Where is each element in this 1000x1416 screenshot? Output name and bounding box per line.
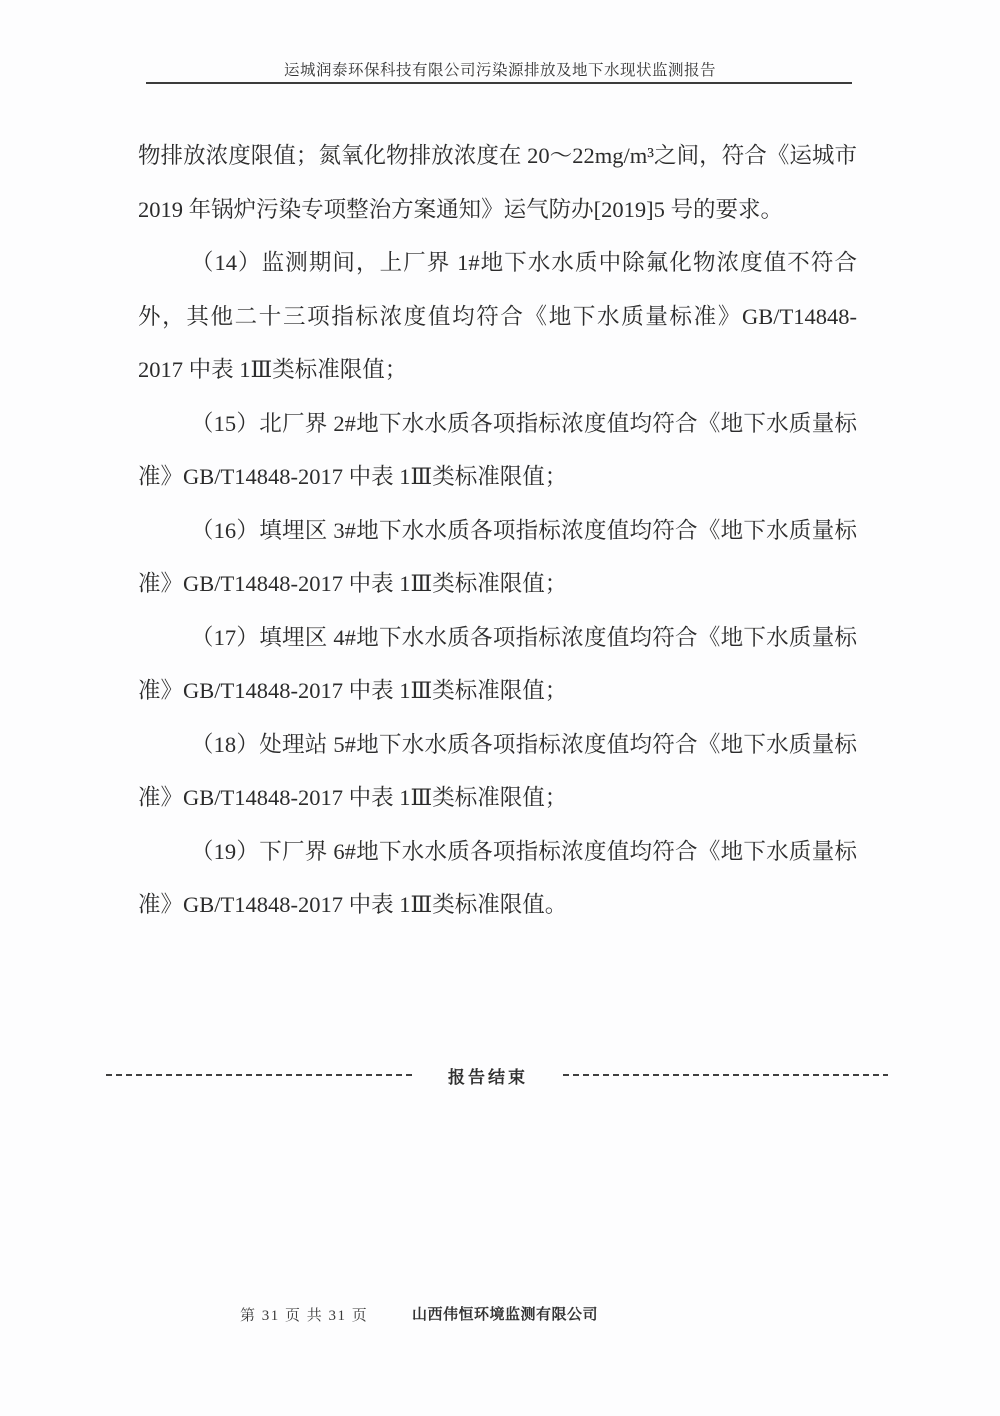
page-number: 第 31 页 共 31 页	[240, 1308, 369, 1324]
paragraph-continuation: 物排放浓度限值；氮氧化物排放浓度在 20～22mg/m³之间，符合《运城市 2019 年锅炉污染专项整治方案通知》运气防办[2019]5 号的要求。	[138, 143, 857, 222]
report-end-marker	[0, 1058, 1000, 1092]
paragraph-item-18: （18）处理站 5#地下水水质各项指标浓度值均符合《地下水质量标准》GB/T14848-2017 中表 1Ⅲ类标准限值；	[138, 731, 857, 810]
end-dash-right	[563, 1074, 888, 1076]
paragraph-item-14: （14）监测期间，上厂界 1#地下水水质中除氟化物浓度值不符合外，其他二十三项指标浓度值均符合《地下水质量标准》GB/T14848-2017 中表 1Ⅲ类标准限值；	[138, 250, 857, 382]
paragraph-item-16: （16）填埋区 3#地下水水质各项指标浓度值均符合《地下水质量标准》GB/T14848-2017 中表 1Ⅲ类标准限值；	[138, 517, 857, 596]
header-rule	[146, 82, 852, 84]
header-title: 运城润泰环保科技有限公司污染源排放及地下水现状监测报告	[283, 62, 716, 79]
paragraph-item-17: （17）填埋区 4#地下水水质各项指标浓度值均符合《地下水质量标准》GB/T14848-2017 中表 1Ⅲ类标准限值；	[138, 624, 857, 703]
report-body	[138, 129, 857, 932]
end-dash-left	[106, 1074, 416, 1076]
footer-company: 山西伟恒环境监测有限公司	[412, 1307, 599, 1323]
paragraph-item-15: （15）北厂界 2#地下水水质各项指标浓度值均符合《地下水质量标准》GB/T14848-2017 中表 1Ⅲ类标准限值；	[138, 410, 857, 489]
paragraph-item-19: （19）下厂界 6#地下水水质各项指标浓度值均符合《地下水质量标准》GB/T14848-2017 中表 1Ⅲ类标准限值。	[138, 838, 857, 917]
report-end-label: 报告结束	[448, 1067, 528, 1087]
